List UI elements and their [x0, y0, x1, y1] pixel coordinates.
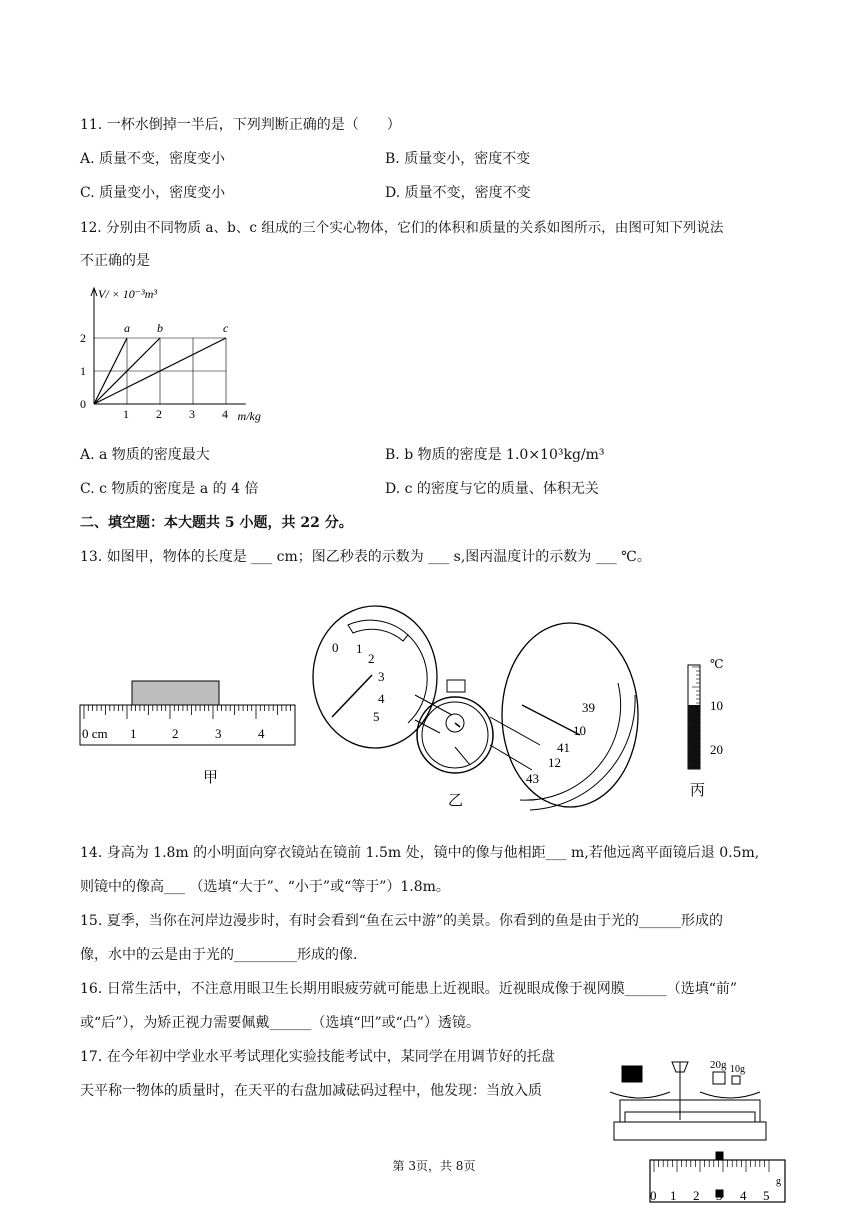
q11-option-a: A. 质量不变，密度变小 — [80, 151, 226, 167]
weight-label-20g: 20g — [710, 1059, 727, 1071]
q13-stem: 13. 如图甲，物体的长度是 ___ cm；图乙秒表的示数为 ___ s,图丙温度计的示数为 ___ ℃。 — [80, 549, 651, 565]
q14-line1: 14. 身高为 1.8m 的小明面向穿衣镜站在镜前 1.5m 处，镜中的像与他相距___ m,若他远离平面镜后退 0.5m, — [80, 845, 760, 861]
q17-line2: 天平称一物体的质量时，在天平的右盘加减砝码过程中，他发现：当放入质 — [80, 1083, 542, 1099]
scale-label-1: 1 — [670, 1188, 677, 1203]
scale-label-2: 2 — [693, 1188, 700, 1203]
scale-label-3: 3 — [716, 1188, 723, 1203]
y-axis-label: V/ × 10⁻³m³ — [98, 287, 157, 301]
stopwatch-sec-10: 10 — [573, 723, 586, 738]
stopwatch-min-3: 3 — [378, 669, 385, 684]
weight-label-10g: 10g — [730, 1064, 745, 1075]
q15-line2: 像，水中的云是由于光的_________形成的像. — [80, 947, 358, 963]
x-tick-4: 4 — [222, 407, 228, 421]
q12-option-d: D. c 的密度与它的质量、体积无关 — [385, 481, 599, 497]
vm-chart — [70, 282, 290, 432]
section-heading: 二、填空题：本大题共 5 小题，共 22 分。 — [80, 515, 353, 531]
series-label-b: b — [157, 321, 163, 335]
x-tick-3: 3 — [189, 407, 195, 421]
stopwatch-min-1: 1 — [356, 641, 363, 656]
ruler-label-3: 3 — [215, 726, 222, 741]
series-label-a: a — [124, 321, 130, 335]
scale-label-4: 4 — [740, 1188, 747, 1203]
label-yi: 乙 — [448, 793, 464, 809]
thermometer-bing — [688, 665, 700, 769]
q14-line2: 则镜中的像高___ （选填“大于”、“小于”或“等于”）1.8m。 — [80, 879, 450, 895]
q12-stem-line1: 12. 分别由不同物质 a、b、c 组成的三个实心物体，它们的体积和质量的关系如图所示，由图可知下列说法 — [80, 220, 724, 236]
thermo-label-20: 20 — [710, 742, 723, 757]
q17-line1: 17. 在今年初中学业水平考试理化实验技能考试中，某同学在用调节好的托盘 — [80, 1049, 555, 1065]
stopwatch-min-4: 4 — [378, 691, 385, 706]
page-footer: 第 3页，共 8页 — [392, 1159, 476, 1173]
q13-figure — [70, 605, 750, 815]
scale-label-0: 0 — [650, 1188, 657, 1203]
scale-unit: g — [776, 1176, 781, 1187]
series-label-c: c — [223, 321, 229, 335]
q16-line1: 16. 日常生活中，不注意用眼卫生长期用眼疲劳就可能患上近视眼。近视眼成像于视网膜______（选填“前” — [80, 981, 738, 997]
q12-option-b: B. b 物质的密度是 1.0×10³kg/m³ — [385, 447, 605, 463]
ruler-label-1: 1 — [130, 726, 137, 741]
q12-stem-line2: 不正确的是 — [80, 253, 150, 269]
ruler-label-4: 4 — [258, 726, 265, 741]
scale-label-5: 5 — [763, 1188, 770, 1203]
q12-option-c: C. c 物质的密度是 a 的 4 倍 — [80, 481, 259, 497]
thermo-label-10: 10 — [710, 698, 723, 713]
stopwatch-min-2: 2 — [368, 651, 375, 666]
stopwatch-sec-43: 43 — [526, 771, 539, 786]
thermo-unit: ℃ — [710, 657, 724, 671]
q16-line2: 或“后”），为矫正视力需要佩戴______（选填“凹”或“凸”）透镜。 — [80, 1015, 480, 1031]
label-bing: 丙 — [690, 783, 706, 799]
y-tick-0: 0 — [80, 397, 86, 411]
q15-line1: 15. 夏季，当你在河岸边漫步时，有时会看到“鱼在云中游”的美景。你看到的鱼是由于光的______形成的 — [80, 913, 724, 929]
stopwatch-min-0: 0 — [332, 640, 339, 655]
y-tick-2: 2 — [80, 331, 86, 345]
stopwatch-min-5: 5 — [373, 709, 380, 724]
q12-option-a: A. a 物质的密度最大 — [80, 447, 210, 463]
label-jia: 甲 — [203, 770, 219, 786]
ruler-jia — [80, 681, 295, 786]
stopwatch-sec-41: 41 — [557, 740, 570, 755]
x-tick-2: 2 — [156, 407, 162, 421]
ruler-label-0: 0 cm — [82, 726, 108, 741]
q11-option-b: B. 质量变小，密度不变 — [385, 151, 531, 167]
stopwatch-sec-12: 12 — [548, 755, 561, 770]
ruler-label-2: 2 — [172, 726, 179, 741]
q11-option-d: D. 质量不变，密度不变 — [385, 185, 531, 201]
x-axis-label: m/kg — [237, 409, 261, 423]
q11-option-c: C. 质量变小，密度变小 — [80, 185, 226, 201]
x-tick-1: 1 — [123, 407, 129, 421]
q11-stem: 11. 一杯水倒掉一半后，下列判断正确的是（ ） — [80, 117, 401, 133]
stopwatch-sec-39: 39 — [582, 700, 595, 715]
y-tick-1: 1 — [80, 364, 86, 378]
balance-figure — [600, 1040, 800, 1210]
